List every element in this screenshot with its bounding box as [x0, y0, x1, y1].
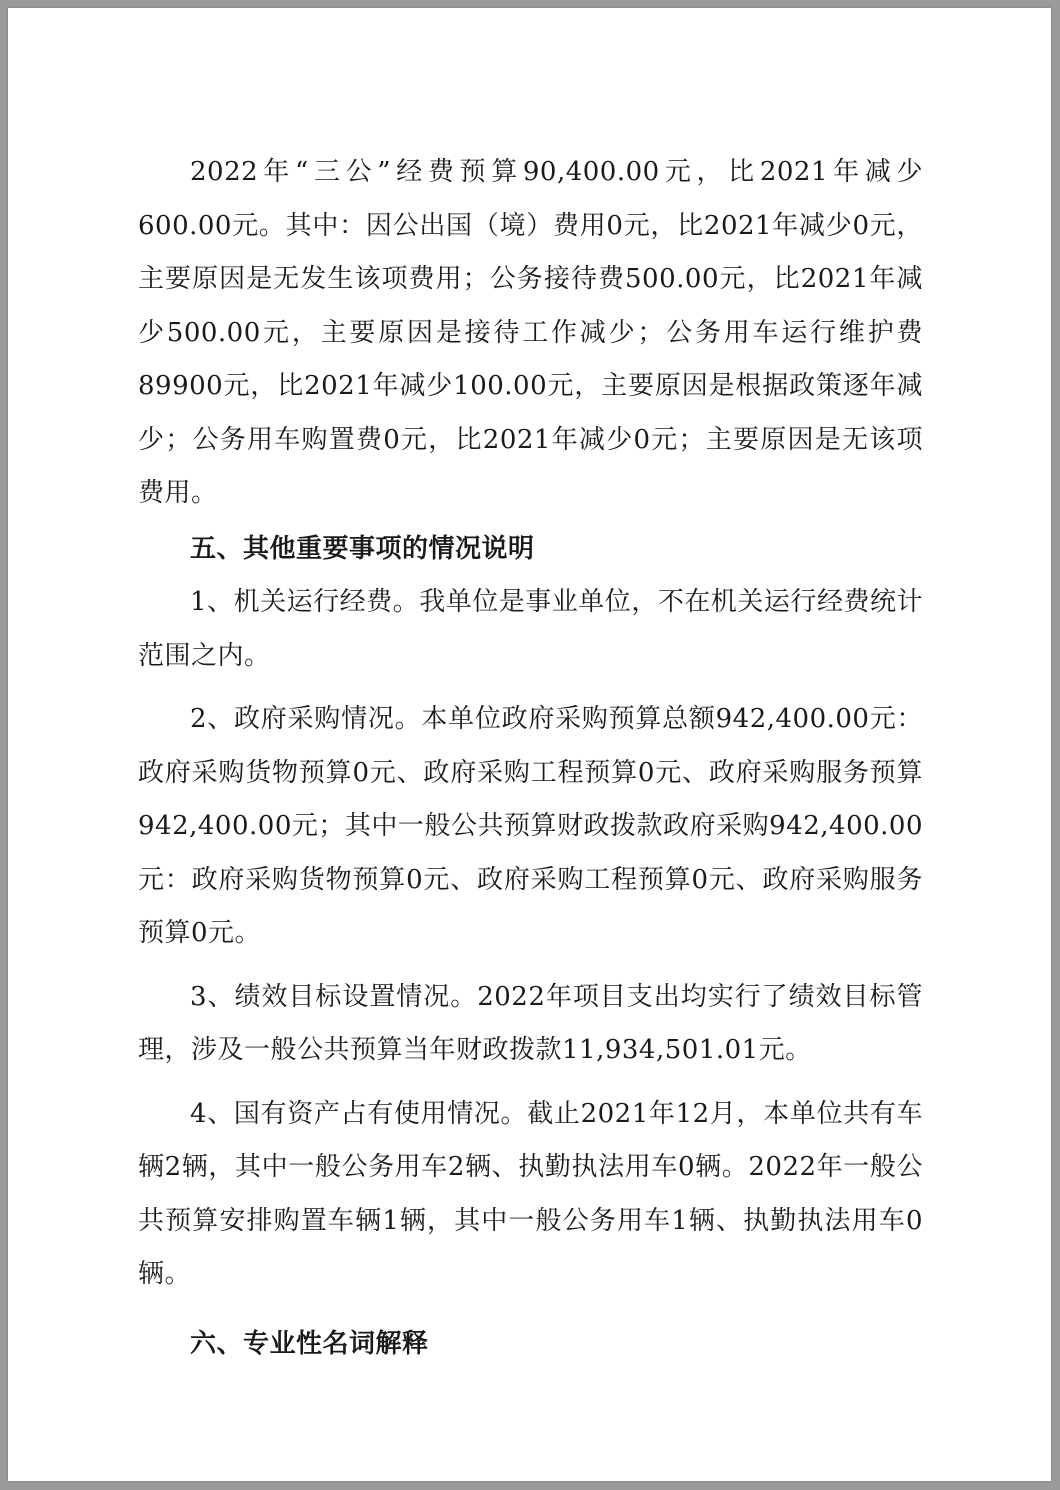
paragraph-agency-operating-funds: 1、机关运行经费。我单位是事业单位，不在机关运行经费统计范围之内。 [138, 587, 923, 671]
paragraph-government-procurement: 2、政府采购情况。本单位政府采购预算总额942,400.00元：政府采购货物预算0元、政府采购工程预算0元、政府采购服务预算942,400.00元；其中一般公共预算财政拨款政府采购942,400.00元：政府采购货物预算0元、政府采购工程预算0元、政府采购服务预算0元。 [138, 704, 923, 948]
heading-other-important-matters: 五、其他重要事项的情况说明 [190, 533, 535, 564]
document-body [138, 146, 923, 1371]
paragraph-three-public-funds: 2022年“三公”经费预算90,400.00元，比2021年减少600.00元。其中：因公出国（境）费用0元，比2021年减少0元，主要原因是无发生该项费用；公务接待费500.00元，比2021年减少500.00元，主要原因是接待工作减少；公务用车运行维护费89900元，比2021年减少100.00元，主要原因是根据政策逐年减少；公务用车购置费0元，比2021年减少0元；主要原因是无该项费用。 [138, 157, 923, 508]
document-page [8, 8, 1051, 1481]
heading-terminology-explanation: 六、专业性名词解释 [190, 1328, 429, 1359]
paragraph-state-assets: 4、国有资产占有使用情况。截止2021年12月，本单位共有车辆2辆，其中一般公务用车2辆、执勤执法用车0辆。2022年一般公共预算安排购置车辆1辆，其中一般公务用车1辆、执勤执法用车0辆。 [138, 1098, 923, 1289]
paragraph-performance-targets: 3、绩效目标设置情况。2022年项目支出均实行了绩效目标管理，涉及一般公共预算当年财政拨款11,934,501.01元。 [138, 981, 923, 1065]
